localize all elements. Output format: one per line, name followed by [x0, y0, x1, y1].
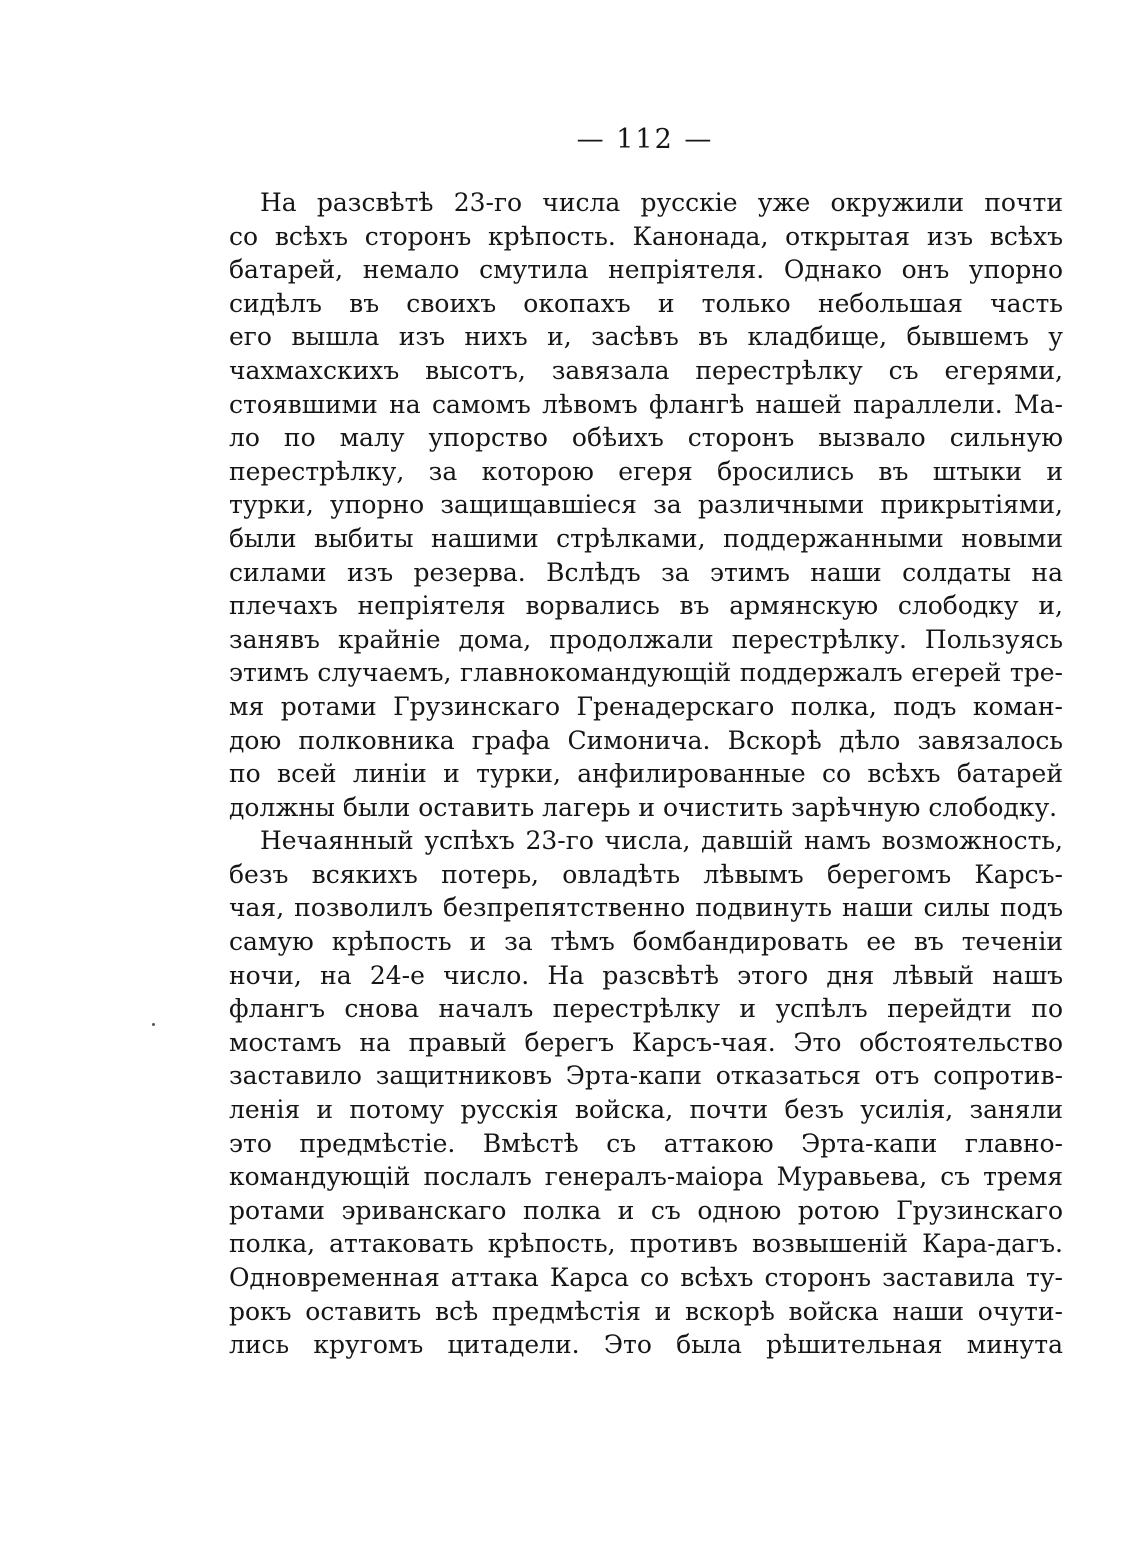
paragraph-2	[229, 824, 1063, 1362]
text-line: командующій послалъ генералъ-маіора Муравьева, съ тремя	[229, 1162, 1063, 1192]
text-line: заставило защитниковъ Эрта-капи отказаться отъ сопротив-	[229, 1061, 1063, 1091]
text-line: стоявшими на самомъ лѣвомъ флангѣ нашей параллели. Ма-	[229, 389, 1063, 419]
text-line: турки, упорно защищавшіеся за различными прикрытіями,	[229, 490, 1063, 520]
text-line: батарей, немало смутила непріятеля. Однако онъ упорно	[229, 255, 1063, 285]
text-line: его вышла изъ нихъ и, засѣвъ въ кладбище, бывшемъ у	[229, 322, 1063, 352]
page-number: — 112 —	[576, 124, 714, 155]
text-line: мостамъ на правый берегъ Карсъ-чая. Это обстоятельство	[229, 1027, 1063, 1057]
text-line: этимъ случаемъ, главнокомандующій поддержалъ егерей тре-	[229, 658, 1063, 688]
body-text	[229, 186, 1063, 1362]
text-line: флангъ снова началъ перестрѣлку и успѣлъ перейдти по	[229, 994, 1063, 1024]
text-line: самую крѣпость и за тѣмъ бомбандировать ее въ теченіи	[229, 927, 1063, 957]
text-line: полка, аттаковать крѣпость, противъ возвышеній Кара-дагъ.	[229, 1229, 1063, 1259]
text-line: чая, позволилъ безпрепятственно подвинуть наши силы подъ	[229, 893, 1063, 923]
text-line: это предмѣстіе. Вмѣстѣ съ аттакою Эрта-капи главно-	[229, 1128, 1063, 1158]
text-line: ленія и потому русскія войска, почти безъ усилія, заняли	[229, 1095, 1063, 1125]
text-line: ротами эриванскаго полка и съ одною ротою Грузинскаго	[229, 1195, 1063, 1225]
ink-speck	[152, 1023, 155, 1026]
text-line: рокъ оставить всѣ предмѣстія и вскорѣ войска наши очути-	[229, 1296, 1063, 1326]
text-line: плечахъ непріятеля ворвались въ армянскую слободку и,	[229, 591, 1063, 621]
text-line: перестрѣлку, за которою егеря бросились въ штыки и	[229, 456, 1063, 486]
text-line: На разсвѣтѣ 23-го числа русскіе уже окружили почти	[260, 188, 1063, 217]
text-line: по всей линіи и турки, анфилированные со всѣхъ батарей	[229, 759, 1063, 789]
text-line: лись кругомъ цитадели. Это была рѣшительная минута	[229, 1330, 1063, 1360]
text-line: ло по малу упорство обѣихъ сторонъ вызвало сильную	[229, 423, 1063, 453]
text-line: должны были оставить лагерь и очистить зарѣчную слободку.	[229, 792, 1058, 822]
text-line: ночи, на 24-е число. На разсвѣтѣ этого дня лѣвый нашъ	[229, 960, 1063, 990]
text-line: Нечаянный успѣхъ 23-го числа, давшій намъ возможность,	[260, 826, 1063, 856]
text-line: сидѣлъ въ своихъ окопахъ и только небольшая часть	[229, 288, 1063, 318]
text-line: со всѣхъ сторонъ крѣпость. Канонада, открытая изъ всѣхъ	[229, 221, 1063, 251]
text-line: чахмахскихъ высотъ, завязала перестрѣлку съ егерями,	[229, 355, 1063, 385]
text-line: дою полковника графа Симонича. Вскорѣ дѣло завязалось	[229, 725, 1063, 755]
text-line: силами изъ резерва. Вслѣдъ за этимъ наши солдаты на	[229, 557, 1063, 587]
text-line: занявъ крайніе дома, продолжали перестрѣлку. Пользуясь	[229, 624, 1063, 654]
paragraph-1	[229, 186, 1063, 824]
text-line: мя ротами Грузинскаго Гренадерскаго полка, подъ коман-	[229, 691, 1063, 721]
text-line: Одновременная аттака Карса со всѣхъ сторонъ заставила ту-	[229, 1263, 1063, 1292]
text-line: были выбиты нашими стрѣлками, поддержанными новыми	[229, 523, 1063, 553]
text-line: безъ всякихъ потерь, овладѣть лѣвымъ берегомъ Карсъ-	[229, 859, 1063, 889]
